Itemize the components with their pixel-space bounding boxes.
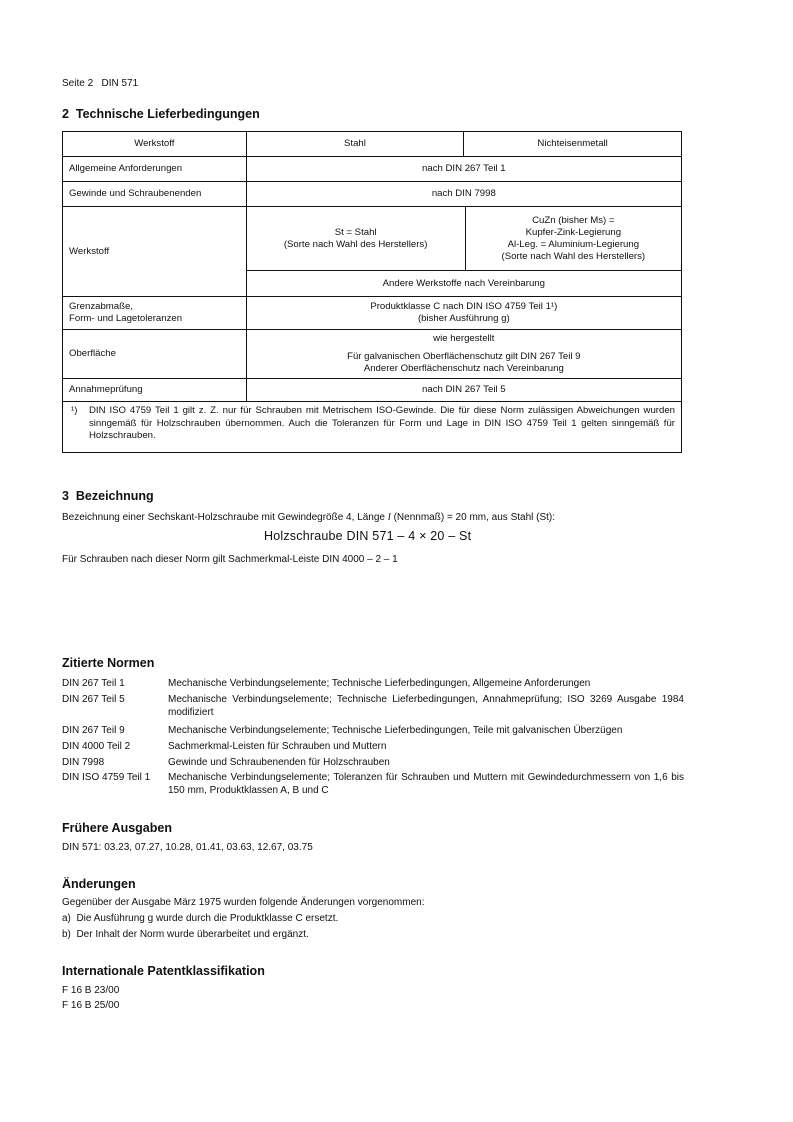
list-item: [62, 740, 684, 753]
row-value-line: (bisher Ausführung g): [417, 313, 510, 324]
surface-protection: [247, 348, 681, 378]
ne-line: (Sorte nach Wahl des Herstellers): [501, 250, 646, 262]
norm-code: DIN 267 Teil 1: [62, 678, 125, 689]
norm-code: DIN 267 Teil 9: [62, 725, 125, 736]
cited-norms-title: Zitierte Normen: [62, 656, 155, 670]
delivery-conditions-table: [62, 131, 682, 453]
row-label: Werkstoff: [63, 207, 247, 297]
ne-line: Kupfer-Zink-Legierung: [525, 226, 622, 238]
stahl-line: (Sorte nach Wahl des Herstellers): [283, 238, 428, 250]
page-header: [62, 78, 138, 89]
werkstoff-cell: [246, 207, 681, 297]
norm-code: DIN 7998: [62, 757, 105, 768]
designation-example: Holzschraube DIN 571 – 4 × 20 – St: [264, 529, 472, 543]
norm-code: DIN 4000 Teil 2: [62, 741, 131, 752]
row-label-line: Grenzabmaße,: [69, 301, 133, 312]
changes-intro: Gegenüber der Ausgabe März 1975 wurden folgende Änderungen vorgenommen:: [62, 897, 425, 908]
list-item: [62, 677, 684, 690]
norm-code: DIN 267 Teil 5: [62, 694, 125, 705]
page-number: Seite 2: [62, 78, 94, 89]
norm-desc: Sachmerkmal-Leisten für Schrauben und Muttern: [168, 741, 387, 752]
intro-part: Bezeichnung einer Sechskant-Holzschraube mit Gewindegröße 4, Länge: [62, 512, 385, 523]
table-row-werkstoff: [63, 207, 682, 297]
norm-desc: Mechanische Verbindungselemente; Toleranzen für Schrauben und Muttern mit Gewindedurchmessern von 1,6 bis 150 mm, Produktklassen A, B und C: [168, 772, 684, 796]
row-label-line: Form- und Lagetoleranzen: [69, 313, 183, 324]
ne-material: [466, 207, 681, 270]
row-label: Allgemeine Anforderungen: [63, 157, 247, 182]
table-row: [63, 157, 682, 182]
row-value: nach DIN 267 Teil 5: [246, 379, 681, 402]
norm-desc: Mechanische Verbindungselemente; Technische Lieferbedingungen, Annahmeprüfung; ISO 3269 Ausgabe 1984 modifiziert: [168, 694, 684, 718]
list-item: b) Der Inhalt der Norm wurde überarbeitet und ergänzt.: [62, 929, 309, 940]
section-2-title: 2 Technische Lieferbedingungen: [62, 107, 260, 121]
footnote-text: DIN ISO 4759 Teil 1 gilt z. Z. nur für Schrauben mit Metrischem ISO-Gewinde. Die für diese Norm zulässigen Abweichungen wurden sinngemäß für Holzschrauben übernommen. Auch die Toleranzen für Form und Lage in DIN ISO 4759 Teil 1 gelten sinngemäß für Holzschrauben.: [89, 405, 675, 441]
norm-code: DIN ISO 4759 Teil 1: [62, 772, 151, 783]
table-row: [63, 297, 682, 330]
ne-line: CuZn (bisher Ms) =: [532, 214, 615, 226]
other-materials: Andere Werkstoffe nach Vereinbarung: [382, 277, 545, 289]
col-header-werkstoff: Werkstoff: [63, 132, 247, 157]
table-header-row: [63, 132, 682, 157]
list-item: [62, 756, 684, 769]
list-item: [62, 693, 684, 719]
footnote-row: [63, 402, 682, 453]
list-item: [62, 724, 684, 737]
norm-number: DIN 571: [101, 78, 139, 89]
row-label: Annahmeprüfung: [63, 379, 247, 402]
stahl-material: [247, 207, 466, 270]
col-header-nichteisen: Nichteisenmetall: [464, 132, 682, 157]
row-label: Oberfläche: [63, 330, 247, 379]
list-item: [62, 771, 684, 797]
list-item: F 16 B 23/00: [62, 985, 120, 996]
designation-note: Für Schrauben nach dieser Norm gilt Sachmerkmal-Leiste DIN 4000 – 2 – 1: [62, 554, 398, 565]
col-header-stahl: Stahl: [246, 132, 464, 157]
designation-intro: [62, 511, 555, 523]
intro-part: (Nennmaß) = 20 mm, aus Stahl (St):: [393, 512, 556, 523]
list-item: F 16 B 25/00: [62, 1000, 120, 1011]
row-label: Gewinde und Schraubenenden: [63, 182, 247, 207]
changes-title: Änderungen: [62, 877, 136, 891]
footnote-cell: [63, 402, 682, 453]
norm-desc: Mechanische Verbindungselemente; Technische Lieferbedingungen, Teile mit galvanischen Überzügen: [168, 725, 623, 736]
patent-classification-title: Internationale Patentklassifikation: [62, 964, 265, 978]
row-value-line: wie hergestellt: [433, 333, 495, 344]
row-label: [63, 297, 247, 330]
table-row: [63, 379, 682, 402]
length-symbol: l: [387, 511, 391, 523]
row-value-line: Für galvanischen Oberflächenschutz gilt DIN 267 Teil 9: [347, 351, 581, 362]
row-value: [246, 297, 681, 330]
row-value: nach DIN 7998: [246, 182, 681, 207]
oberflaeche-cell: [246, 330, 681, 379]
norm-desc: Mechanische Verbindungselemente; Technische Lieferbedingungen, Allgemeine Anforderungen: [168, 678, 591, 689]
table-row: [63, 182, 682, 207]
section-3-title: 3 Bezeichnung: [62, 489, 154, 503]
previous-editions-text: DIN 571: 03.23, 07.27, 10.28, 01.41, 03.63, 12.67, 03.75: [62, 842, 313, 853]
row-value-line: Anderer Oberflächenschutz nach Vereinbarung: [363, 363, 564, 374]
werkstoff-split: [247, 207, 681, 271]
list-item: a) Die Ausführung g wurde durch die Produktklasse C ersetzt.: [62, 913, 339, 924]
previous-editions-title: Frühere Ausgaben: [62, 821, 172, 835]
stahl-line: St = Stahl: [334, 226, 377, 238]
row-value: nach DIN 267 Teil 1: [246, 157, 681, 182]
row-value-line: Produktklasse C nach DIN ISO 4759 Teil 1¹): [370, 301, 558, 312]
footnote: [69, 402, 675, 443]
norm-desc: Gewinde und Schraubenenden für Holzschrauben: [168, 757, 390, 768]
footnote-mark: ¹): [71, 405, 78, 416]
ne-line: Al-Leg. = Aluminium-Legierung: [507, 238, 640, 250]
table-row-oberflaeche: [63, 330, 682, 379]
